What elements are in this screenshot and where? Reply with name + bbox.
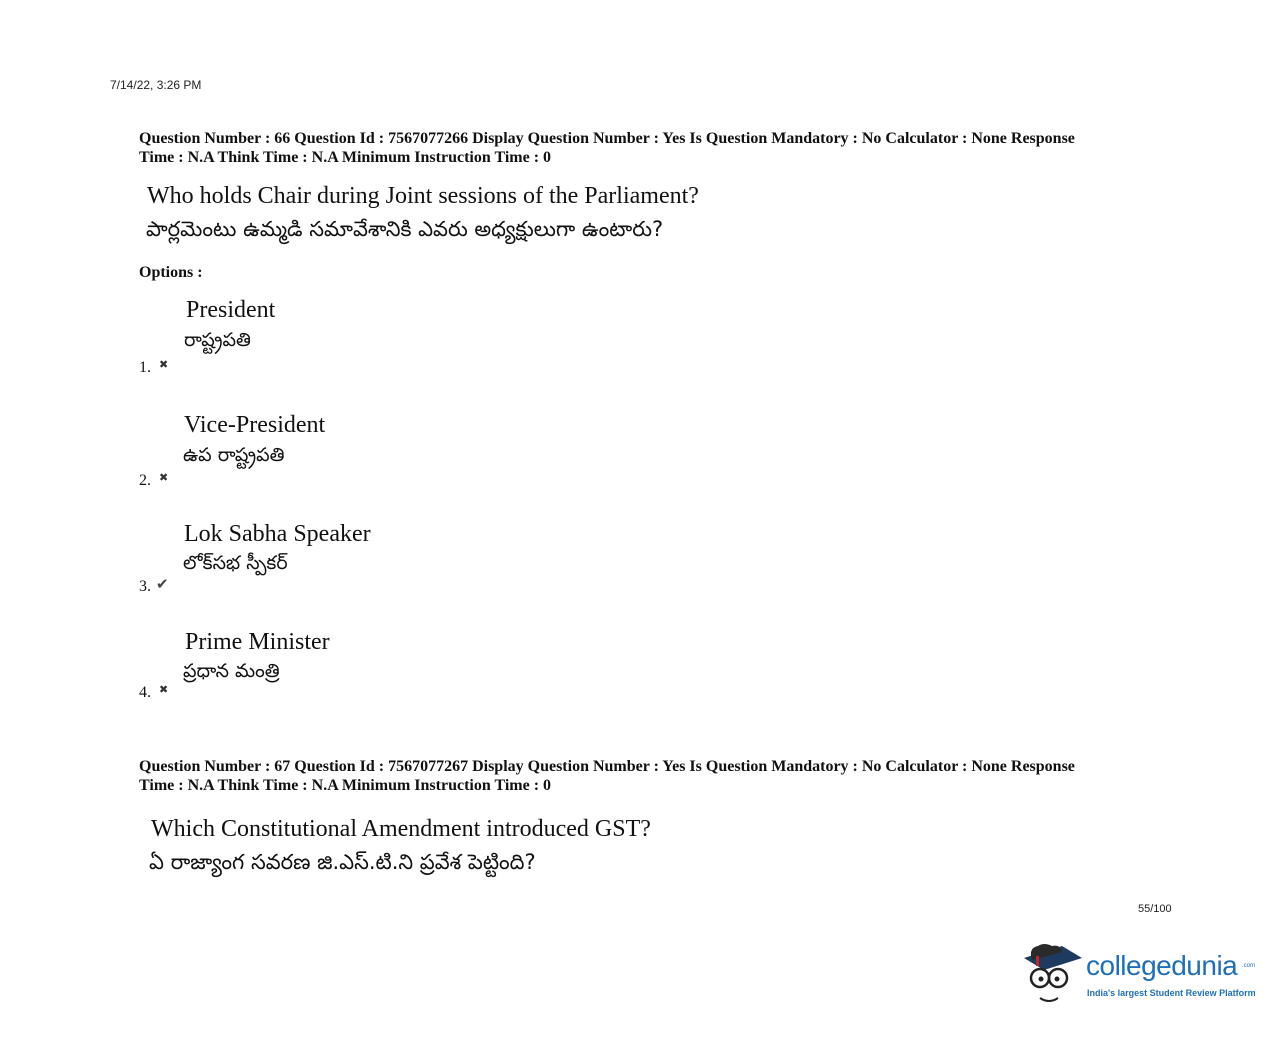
collegedunia-logo-com: .com [1242,963,1256,969]
option-1-text-en: President [186,297,276,323]
collegedunia-tagline: India's largest Student Review Platform [1087,988,1256,998]
option-1-text-te: రాష్ట్రపతి [184,329,251,351]
cross-icon: ✖ [159,471,169,484]
question-67-meta-line1: Question Number : 67 Question Id : 7567077267 Display Question Number : Yes Is Question Mandatory : No Calculator : None Response [139,758,1075,775]
question-66-meta [139,129,1169,167]
cross-icon: ✖ [159,683,169,696]
option-3-text-en: Lok Sabha Speaker [184,521,371,547]
option-2-number: 2. [139,472,151,489]
question-67-meta [139,757,1169,795]
option-2-text-te: ఉప రాష్ట్రపతి [183,444,285,466]
collegedunia-mascot-icon [1022,940,1084,1010]
question-66-meta-line2: Time : N.A Think Time : N.A Minimum Instruction Time : 0 [139,149,552,166]
question-66-meta-line1: Question Number : 66 Question Id : 7567077266 Display Question Number : Yes Is Question Mandatory : No Calculator : None Response [139,130,1075,147]
option-2-text-en: Vice-President [184,412,326,438]
question-67-text-en: Which Constitutional Amendment introduced GST? [151,816,651,842]
question-67-meta-line2: Time : N.A Think Time : N.A Minimum Instruction Time : 0 [139,777,552,794]
question-66-text-te: పార్లమెంటు ఉమ్మడి సమావేశానికి ఎవరు అధ్యక్షులుగా ఉంటారు? [146,217,664,241]
collegedunia-logo-text: collegedunia [1086,950,1238,981]
option-4-text-en: Prime Minister [185,629,330,655]
print-timestamp: 7/14/22, 3:26 PM [110,78,202,92]
question-67-text-te: ఏ రాజ్యాంగ సవరణ జి.ఎస్.టి.ని ప్రవేశ పెట్టింది? [149,850,536,874]
page-number: 55/100 [1138,903,1172,915]
option-3-text-te: లోక్‌సభ స్పీకర్ [183,552,288,574]
option-4-text-te: ప్రధాన మంత్రి [183,660,280,682]
check-icon: ✔ [156,575,169,593]
option-1-number: 1. [139,359,151,376]
question-66-text-en: Who holds Chair during Joint sessions of the Parliament? [147,183,699,209]
options-label: Options : [139,264,203,281]
option-4-number: 4. [139,684,151,701]
option-3-number: 3. [139,578,151,595]
cross-icon: ✖ [159,358,169,371]
